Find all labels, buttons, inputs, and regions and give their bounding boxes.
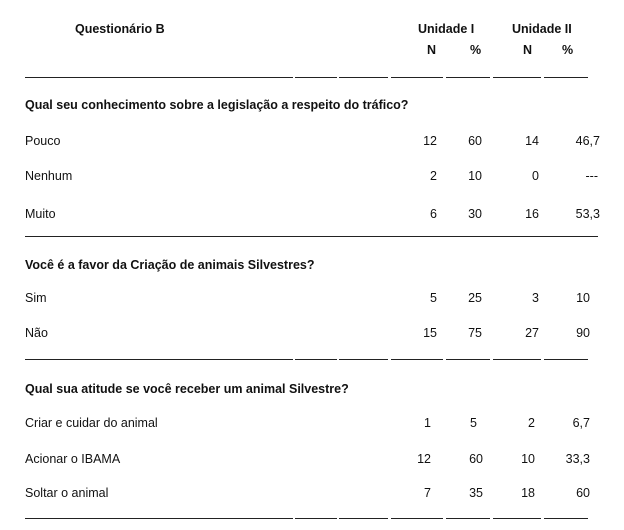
question-attitude: Qual sua atitude se você receber um animal Silvestre? [25, 382, 349, 396]
unit-1-n-header: N [427, 43, 437, 57]
unit-1-pct-header: % [470, 43, 482, 57]
unit-2-pct-header: % [562, 43, 574, 57]
question-legislation: Qual seu conhecimento sobre a legislação a respeito do tráfico? [25, 98, 409, 112]
table-title: Questionário B [75, 22, 165, 36]
unit-1-header: Unidade I [418, 22, 475, 36]
question-wildlife-breeding: Você é a favor da Criação de animais Silvestres? [25, 258, 315, 272]
unit-2-header: Unidade II [512, 22, 572, 36]
section-1-rule [25, 236, 598, 237]
unit-2-n-header: N [523, 43, 533, 57]
